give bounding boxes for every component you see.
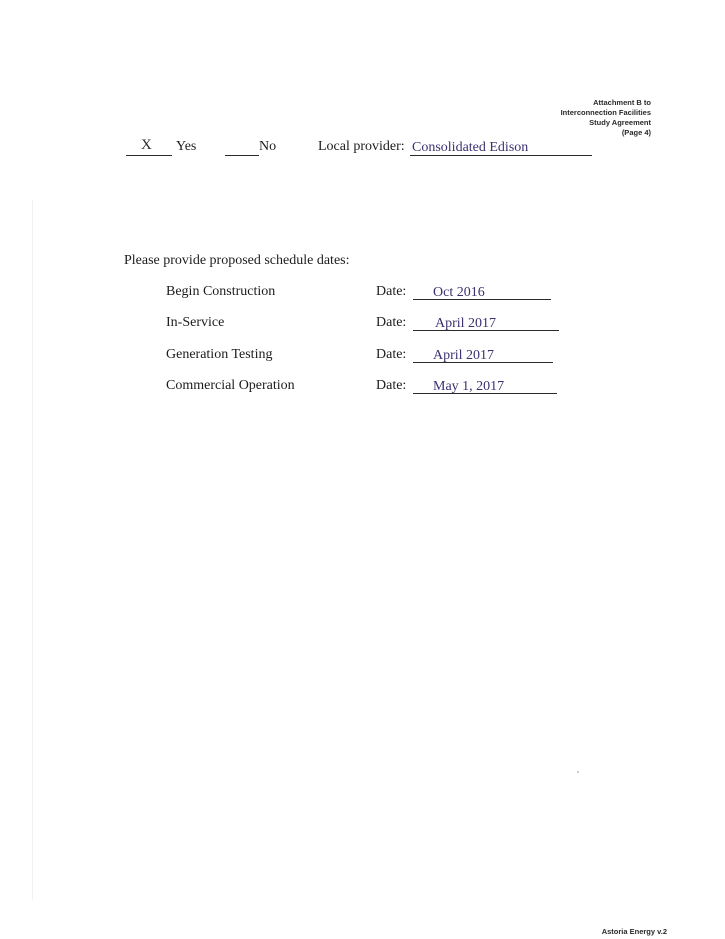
attachment-line: (Page 4) — [621, 128, 651, 137]
date-label: Date: — [376, 315, 407, 330]
yes-label: Yes — [176, 139, 197, 154]
date-label: Date: — [376, 378, 407, 393]
schedule-prompt: Please provide proposed schedule dates: — [124, 253, 350, 268]
local-provider-question — [124, 137, 604, 159]
attachment-header — [561, 98, 651, 138]
schedule-row — [166, 378, 566, 398]
date-value: April 2017 — [435, 316, 497, 331]
date-value: May 1, 2017 — [433, 379, 505, 394]
milestone-label: Commercial Operation — [166, 378, 295, 393]
attachment-line: Interconnection Facilities — [560, 108, 651, 117]
scan-edge-artifact — [32, 200, 33, 900]
schedule-row — [166, 315, 566, 335]
local-provider-label: Local provider: — [318, 139, 405, 154]
no-label: No — [259, 139, 277, 154]
milestone-label: In-Service — [166, 315, 225, 330]
schedule-row — [166, 284, 566, 304]
date-label: Date: — [376, 347, 407, 362]
date-value: Oct 2016 — [433, 285, 485, 300]
date-label: Date: — [376, 284, 407, 299]
no-blank[interactable] — [225, 137, 259, 156]
schedule-row — [166, 347, 566, 367]
attachment-line: Study Agreement — [589, 118, 651, 127]
milestone-label: Generation Testing — [166, 347, 273, 362]
scan-speck — [577, 771, 579, 773]
milestone-label: Begin Construction — [166, 284, 276, 299]
attachment-line: Attachment B to — [593, 98, 651, 107]
footer-version: Astoria Energy v.2 — [601, 927, 667, 936]
local-provider-value: Consolidated Edison — [412, 140, 529, 155]
date-value: April 2017 — [433, 348, 495, 363]
yes-mark: X — [141, 137, 152, 153]
